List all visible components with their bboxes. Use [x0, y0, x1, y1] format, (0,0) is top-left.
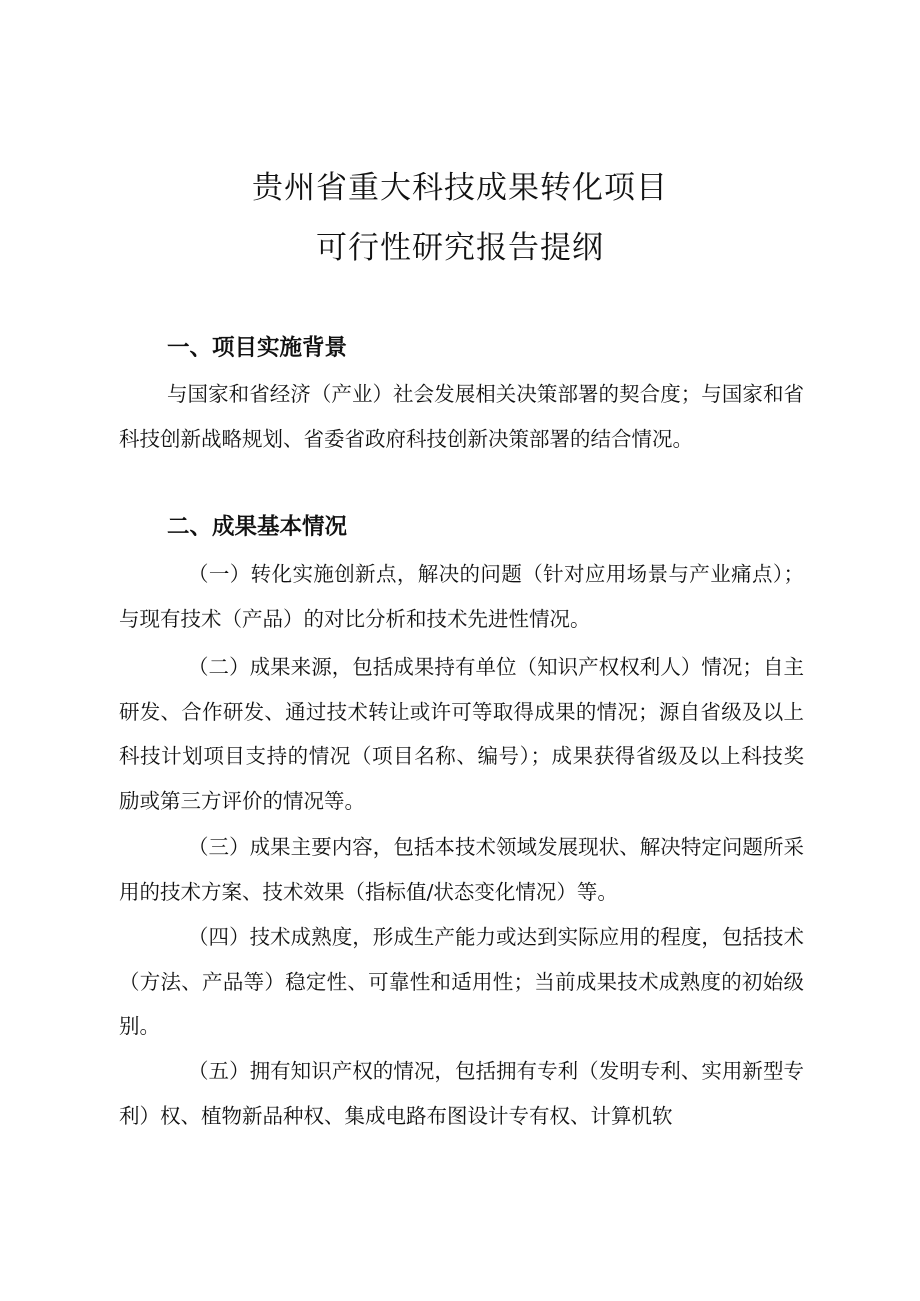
document-title-line-2: 可行性研究报告提纲: [316, 230, 604, 266]
paragraph-background: 与国家和省经济（产业）社会发展相关决策部署的契合度；与国家和省科技创新战略规划、省委省政府科技创新决策部署的结合情况。: [119, 382, 804, 451]
document-title-line-1: 贵州省重大科技成果转化项目: [252, 170, 668, 206]
paragraph-innovation: （一）转化实施创新点，解决的问题（针对应用场景与产业痛点）；与现有技术（产品）的对比分析和技术先进性情况。: [119, 562, 804, 631]
paragraph-ip: （五）拥有知识产权的情况，包括拥有专利（发明专利、实用新型专利）权、植物新品种权、集成电路布图设计专有权、计算机软: [119, 1059, 804, 1128]
paragraph-maturity: （四）技术成熟度，形成生产能力或达到实际应用的程度，包括技术（方法、产品等）稳定性、可靠性和适用性；当前成果技术成熟度的初始级别。: [119, 925, 804, 1039]
section-heading-basic-info: 二、成果基本情况: [167, 514, 348, 540]
paragraph-source: （二）成果来源，包括成果持有单位（知识产权权利人）情况；自主研发、合作研发、通过技术转让或许可等取得成果的情况；源自省级及以上科技计划项目支持的情况（项目名称、编号）；成果获得省级及以上科技奖励或第三方评价的情况等。: [119, 655, 804, 813]
paragraph-main-content: （三）成果主要内容，包括本技术领域发展现状、解决特定问题所采用的技术方案、技术效果（指标值/状态变化情况）等。: [119, 835, 804, 904]
section-heading-background: 一、项目实施背景: [167, 335, 348, 361]
